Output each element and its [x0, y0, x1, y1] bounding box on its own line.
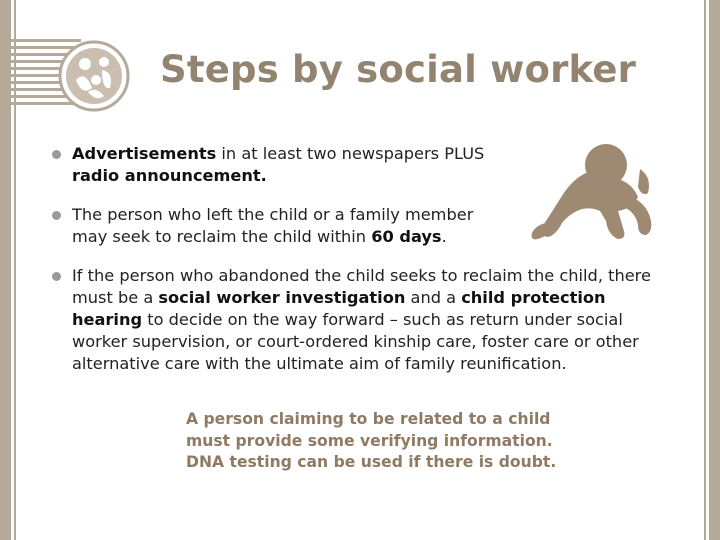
bullet-text: and a — [405, 288, 462, 307]
bullet-text: If the person who abandoned the child seeks to reclaim the child, there must be a — [72, 266, 651, 307]
list-item — [44, 265, 657, 375]
bullet-text: . — [441, 227, 447, 246]
verification-note: A person claiming to be related to a child must provide some verifying information. DNA testing can be used if there is doubt. — [186, 410, 557, 471]
list-item — [44, 143, 512, 187]
family-emblem-icon — [52, 40, 132, 112]
bullet-list — [44, 143, 654, 375]
list-item — [44, 204, 512, 248]
bullet-icon — [52, 272, 61, 281]
bold-text: Advertisements — [72, 144, 217, 163]
bullet-text: in at least two newspapers PLUS — [216, 144, 485, 163]
bold-text: child protection hearing — [72, 288, 606, 329]
bold-text: social worker investigation — [158, 288, 406, 307]
bullet-text: to decide on the way forward – such as return under social worker supervision, or court-ordered kinship care, foster care or other alternative care with the ultimate aim of family reunification. — [72, 310, 639, 373]
bullet-text: The person who left the child or a family member may seek to reclaim the child within — [72, 205, 474, 246]
page-title: Steps by social worker — [160, 48, 637, 91]
frame-rule-right — [704, 0, 706, 540]
bullet-icon — [52, 211, 61, 220]
bold-text: radio announcement. — [72, 166, 267, 185]
bold-text: 60 days — [371, 227, 442, 246]
bullet-icon — [52, 150, 61, 159]
